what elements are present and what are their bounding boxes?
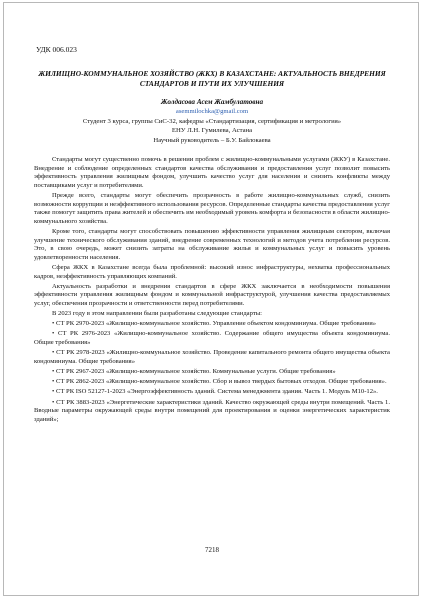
standard-list-item: • СТ РК 2967-2023 «Жилищно-коммунальное хозяйство. Коммунальные услуги. Общие требования» <box>52 368 336 375</box>
body-paragraph: Прежде всего, стандарты могут обеспечить прозрачность в работе жилищно-коммунальных служб, снизить возможности коррупции и неэффективного использования ресурсов. Определенные стандарты качества предоставления услуг также помогут защитить права жителей и обеспечить им необходимый уровень комфорта и безопасности в области жилищно-коммунального хозяйства. <box>34 191 390 225</box>
article-title: ЖИЛИЩНО-КОММУНАЛЬНОЕ ХОЗЯЙСТВО (ЖКХ) В КАЗАХСТАНЕ: АКТУАЛЬНОСТЬ ВНЕДРЕНИЯ СТАНДАРТОВ И ПУТИ ИХ УЛУЧШЕНИЯ <box>38 69 386 88</box>
body-paragraph: Стандарты могут существенно помочь в решении проблем с жилищно-коммунальными услугами (ЖКУ) в Казахстане. Внедрение и соблюдение определенных стандартов качества обслуживания и предоставления услуг позволит повысить эффективность управления жилищным фондом, улучшить качество услуг для населения и снизить конфликты между поставщиками услуг и потребителями. <box>34 156 390 189</box>
affiliation-line: Студент 3 курса, группы СиС-32, кафедры «Стандартизация, сертификация и метрология» <box>82 118 342 125</box>
body-paragraph: Кроме того, стандарты могут способствовать повышению эффективности управления жилищным сектором, включая улучшение технического обслуживания зданий, внедрение современных технологий и методов учета потребления ресурсов. Это, в свою очередь, может снизить затраты на обслуживание жилья и коммунальных услуг и повысить уровень удовлетворенности населения. <box>34 227 390 261</box>
standard-list-item: • СТ РК 3883-2023 «Энергетические характеристики зданий. Качество окружающей среды внутри помещений. Часть 1. Вводные параметры окружающей среды внутри помещений для проектирования и оценки энергетических характеристик зданий»; <box>34 398 390 423</box>
author-affiliation <box>34 117 390 145</box>
author-email[interactable]: asemmilochka@gmail.com <box>175 108 249 115</box>
affiliation-line: Научный руководитель – Б.У. Байлокаева <box>153 136 271 144</box>
udk-code: УДК 006.023 <box>36 45 77 54</box>
standard-list-item: • СТ РК ISO 52127-1-2023 «Энергоэффективность зданий. Система менеджмента здания. Часть 1. Модуль М10-12». <box>52 388 378 396</box>
standard-list-item: • СТ РК 2978-2023 «Жилищно-коммунальное хозяйство. Проведение капитального ремонта общего имущества объекта кондоминиума. Общие требования» <box>34 349 390 365</box>
standard-list-item: • СТ РК 2970-2023 «Жилищно-коммунальное хозяйство. Управление объектом кондоминиума. Общие требования» <box>52 320 377 328</box>
page-number: 7218 <box>205 546 219 554</box>
affiliation-line: ЕНУ Л.Н. Гумилева, Астана <box>171 127 253 135</box>
document-page <box>3 2 419 596</box>
standard-list-item: • СТ РК 2976-2023 «Жилищно-коммунальное хозяйство. Содержание общего имущества объекта кондоминиума. Общие требования» <box>34 330 390 347</box>
standard-list-item: • СТ РК 2862-2023 «Жилищно-коммунальное хозяйство. Сбор и вывоз твердых бытовых отходов. Общие требования». <box>52 378 387 386</box>
author-name: Жолдасова Асем Жамбулатовна <box>160 98 264 106</box>
article-body <box>34 156 390 426</box>
body-paragraph: Сфера ЖКХ в Казахстане всегда была проблемной: высокий износ инфраструктуры, нехватка профессиональных кадров, неэффективность управляющих компаний. <box>34 263 390 280</box>
body-paragraph: Актуальность разработки и внедрения стандартов в сфере ЖКХ заключается в необходимости повышения эффективности управления жилищным фондом и коммунальной инфраструктурой, улучшения качества предоставляемых услуг, обеспечения прозрачности и ответственности перед потребителями. <box>34 282 390 307</box>
body-paragraph: В 2023 году в этом направлении были разработаны следующие стандарты: <box>52 310 262 318</box>
